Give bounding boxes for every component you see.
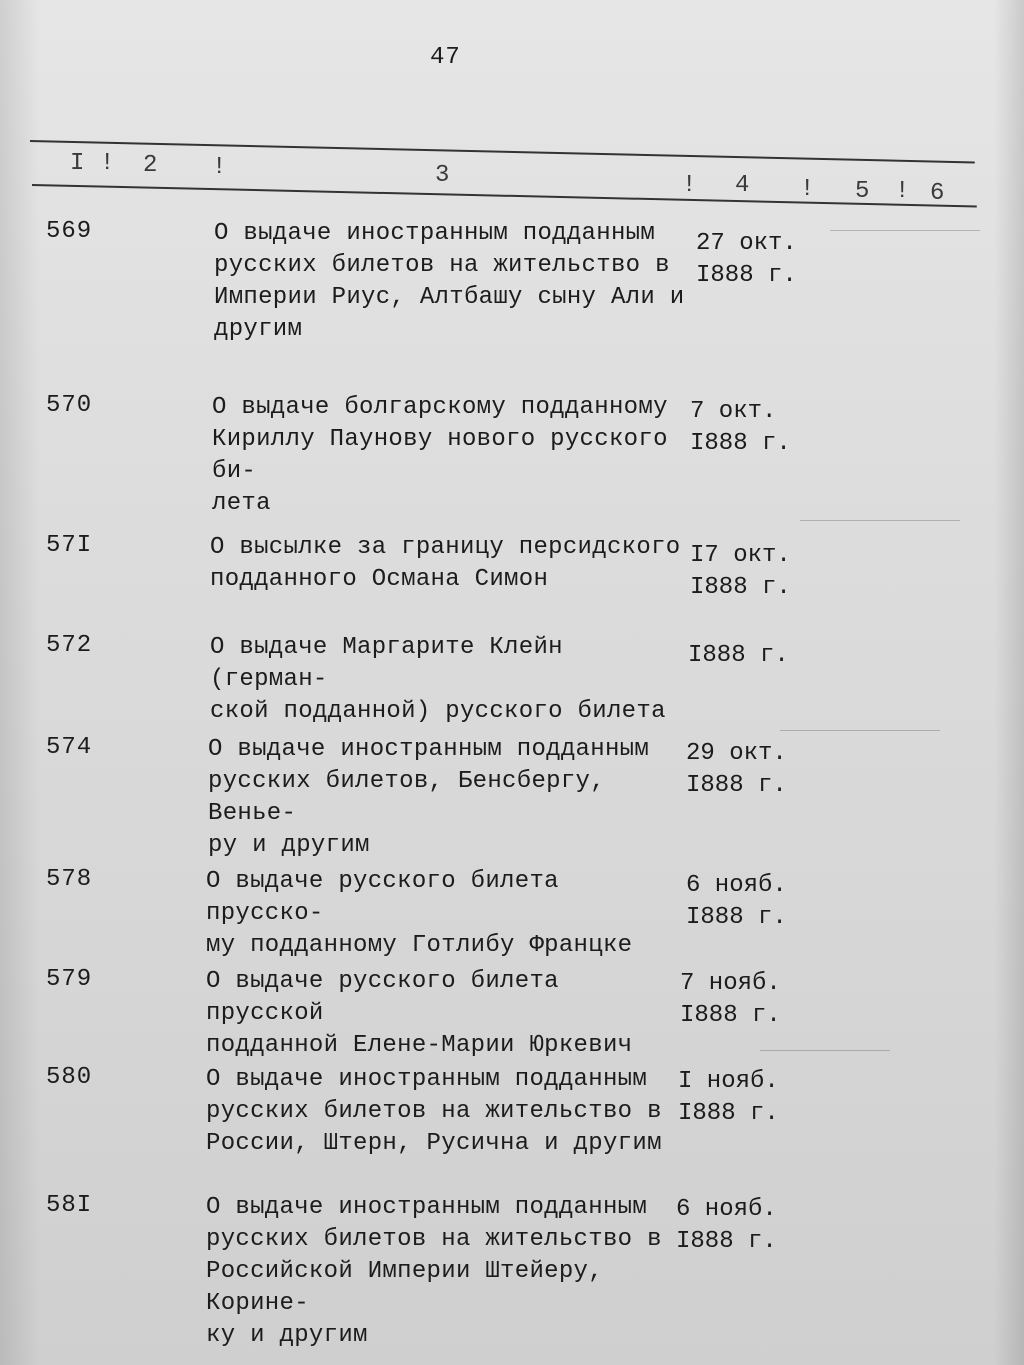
record-date: 6 нояб. I888 г.	[686, 872, 787, 931]
record-date: 27 окт. I888 г.	[696, 230, 797, 289]
header-col-2: 2	[143, 152, 158, 179]
header-col-3: 3	[435, 162, 450, 189]
record-date: 29 окт. I888 г.	[686, 740, 787, 799]
header-separator: !	[800, 176, 815, 203]
bleed-through-mark	[780, 730, 940, 731]
page-shadow-left	[0, 0, 40, 1365]
header-col-6: 6	[930, 180, 945, 207]
header-separator: !	[212, 154, 227, 181]
record-description: О выдаче иностранным подданным русских билетов на жительство в России, Штерн, Русична и другим	[206, 1066, 662, 1157]
record-number: 580	[46, 1064, 93, 1091]
record-description: О выдаче болгарскому подданному Кириллу Паунову нового русского би- лета	[212, 394, 668, 517]
record-date: 7 окт. I888 г.	[690, 398, 791, 457]
record-date: I7 окт. I888 г.	[690, 542, 791, 601]
record-number: 570	[46, 392, 93, 419]
record-description: О высылке за границу персидского подданного Османа Симон	[210, 534, 681, 593]
table-header-rule-bottom	[32, 184, 977, 207]
header-separator: !	[100, 150, 115, 177]
record-number: 579	[46, 966, 93, 993]
record-number: 569	[46, 218, 93, 245]
record-description: О выдаче иностранным подданным русских билетов на жительство в Империи Риус, Алтбашу сыну Али и другим	[214, 220, 685, 343]
header-col-1: I	[70, 150, 85, 177]
bleed-through-mark	[830, 230, 980, 231]
page-number: 47	[430, 44, 461, 71]
page-shadow-right	[994, 0, 1024, 1365]
record-description: О выдаче Маргарите Клейн (герман- ской подданной) русского билета	[210, 634, 666, 725]
record-date: 6 нояб. I888 г.	[676, 1196, 777, 1255]
record-number: 578	[46, 866, 93, 893]
record-number: 58I	[46, 1192, 93, 1219]
header-separator: !	[682, 172, 697, 199]
record-description: О выдаче иностранным подданным русских билетов, Бенсбергу, Веньe- ру и другим	[208, 736, 650, 859]
record-number: 574	[46, 734, 93, 761]
header-separator: !	[895, 178, 910, 205]
header-col-4: 4	[735, 172, 750, 199]
header-col-5: 5	[855, 178, 870, 205]
record-description: О выдаче русского билета прусской подданной Елене-Марии Юркевич	[206, 968, 633, 1059]
table-header-rule-top	[30, 140, 975, 163]
record-description: О выдаче иностранным подданным русских билетов на жительство в Российской Империи Штейеру, Корине- ку и другим	[206, 1194, 662, 1349]
record-number: 57I	[46, 532, 93, 559]
record-number: 572	[46, 632, 93, 659]
record-date: I888 г.	[688, 642, 789, 669]
record-date: 7 нояб. I888 г.	[680, 970, 781, 1029]
bleed-through-mark	[760, 1050, 890, 1051]
record-date: I нояб. I888 г.	[678, 1068, 779, 1127]
record-description: О выдаче русского билета прусско- му подданному Готлибу Францке	[206, 868, 633, 959]
bleed-through-mark	[800, 520, 960, 521]
